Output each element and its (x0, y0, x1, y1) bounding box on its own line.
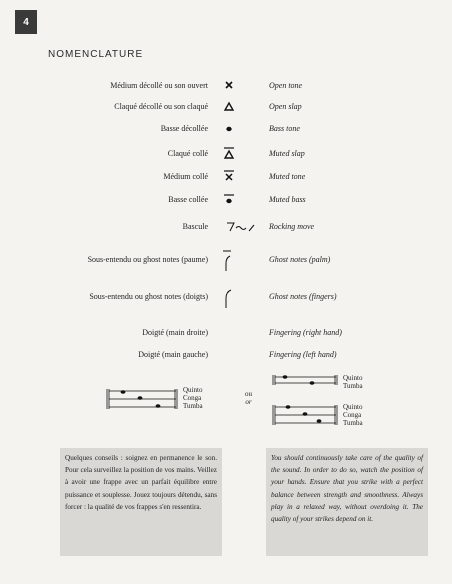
staff-labels: Quinto Conga Tumba (343, 403, 363, 427)
dot-icon (218, 121, 248, 137)
english-term: Ghost notes (fingers) (269, 292, 337, 301)
cross-icon (218, 78, 248, 94)
triangle-icon (218, 99, 248, 115)
english-term: Ghost notes (palm) (269, 255, 331, 264)
tips-english: You should continuously take care of the quality of the sound. In order to do so, watch the position of your hands. Ensure that you strike with a perfect balance between strength and smoothness. Always play in a relaxed way, without overdoing it. The quality of your strikes depend on it. (266, 448, 428, 556)
tips-french: Quelques conseils : soignez en permanence le son. Pour cela surveillez la position de vos mains. Veillez à avoir une frappe avec un parfait équilibre entre puissance et souplesse. Jouez toujours détendu, sans forcer : la qualité de vos frappes s'en ressentira. (60, 448, 222, 556)
english-term: Muted tone (269, 172, 306, 181)
legend-row (0, 255, 452, 269)
legend-row (0, 81, 452, 95)
bar-dot-icon (218, 192, 248, 208)
english-term: Rocking move (269, 222, 315, 231)
english-term: Open slap (269, 102, 302, 111)
french-term: Sous-entendu ou ghost notes (paume) (87, 255, 208, 264)
page-number: 4 (15, 10, 37, 34)
legend-row (0, 149, 452, 163)
legend-row (0, 350, 452, 364)
english-term: Bass tone (269, 124, 300, 133)
legend-row (0, 102, 452, 116)
french-term: Claqué décollé ou son claqué (114, 102, 208, 111)
ghost-finger-icon (218, 286, 248, 310)
french-term: Médium décollé ou son ouvert (110, 81, 208, 90)
english-term: Muted slap (269, 149, 305, 158)
legend-row (0, 124, 452, 138)
english-term: Open tone (269, 81, 303, 90)
page-title: NOMENCLATURE (48, 49, 144, 60)
french-term: Sous-entendu ou ghost notes (doigts) (89, 292, 208, 301)
staff-three-line (106, 386, 178, 412)
french-term: Bascule (182, 222, 208, 231)
ghost-palm-icon (218, 249, 248, 273)
french-term: Doigté (main droite) (142, 328, 208, 337)
french-term: Doigté (main gauche) (138, 350, 208, 359)
french-term: Basse décollée (160, 124, 208, 133)
staff-labels: Quinto Conga Tumba (183, 386, 203, 410)
french-term: Basse collée (168, 195, 208, 204)
english-term: Fingering (right hand) (269, 328, 342, 337)
legend-row (0, 172, 452, 186)
legend-row (0, 195, 452, 209)
or-label: ou or (245, 390, 252, 406)
staff-two-line (272, 373, 338, 387)
bar-triangle-icon (218, 146, 248, 162)
legend-row (0, 292, 452, 306)
french-term: Claqué collé (167, 149, 208, 158)
rocking-icon (218, 219, 262, 235)
english-term: Fingering (left hand) (269, 350, 337, 359)
staff-three-line (272, 402, 338, 428)
english-term: Muted bass (269, 195, 306, 204)
legend-row (0, 328, 452, 342)
french-term: Médium collé (163, 172, 208, 181)
bar-cross-icon (218, 169, 248, 185)
legend-row (0, 222, 452, 236)
staff-labels: Quinto Tumba (343, 374, 363, 390)
